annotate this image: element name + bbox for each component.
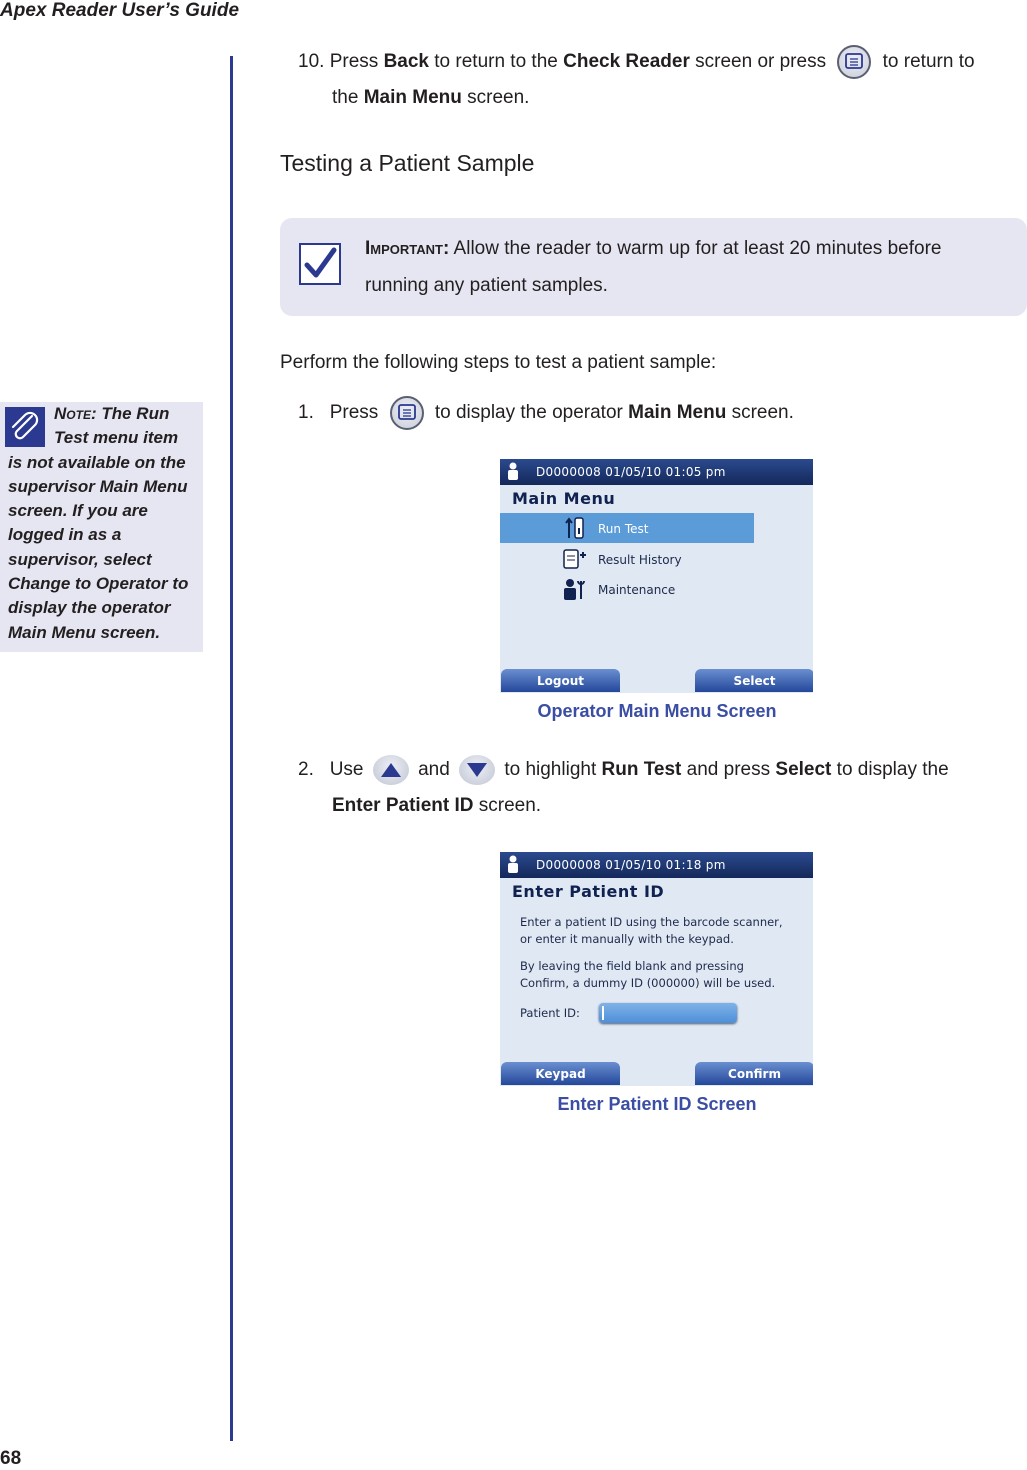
menu-item-maintenance: Maintenance [598,583,676,597]
screen-header: D0000008 01/05/10 01:18 pm [500,852,813,878]
back-ref: Back [383,51,429,72]
caption-main-menu: Operator Main Menu Screen [537,701,777,721]
step-number: 1. [298,402,314,423]
run-test-ref: Run Test [601,759,682,780]
step-1: 1. Press to display the operator Main Menu screen. [298,395,794,431]
note-box [0,402,203,652]
important-label: Important: [365,238,450,259]
down-arrow-icon [459,755,495,785]
screen-title: Main Menu [512,489,616,508]
result-history-icon [562,547,588,571]
menu-button-icon [390,396,424,430]
step-10: 10. Press Back to return to the Check Reader screen or press to return to the Main Menu screen. [298,44,1027,116]
guide-title: Apex Reader User’s Guide [0,0,240,21]
menu-button-icon [837,45,871,79]
menu-item-run-test: Run Test [598,522,649,536]
step-2: 2. Use and to highlight Run Test and press Select to display the Enter Patient ID screen. [298,752,1027,824]
instructions-2: By leaving the field blank and pressing Confirm, a dummy ID (000000) will be used. [520,959,776,990]
note-text: Note: The Run Test menu item is not available on the supervisor Main Menu screen. If you are logged in as a supervisor, select Change to Operator to display the operator Main Menu screen. [8,404,189,642]
page-number: 68 [0,1448,22,1469]
check-reader-ref: Check Reader [563,51,690,72]
patient-id-field [599,1003,737,1023]
patient-id-label: Patient ID: [520,1006,580,1020]
user-icon [506,462,520,480]
margin-rule [230,56,233,1441]
confirm-button: Confirm [695,1062,813,1085]
enter-patient-id-screenshot [500,852,813,1086]
run-test-icon [564,516,586,540]
main-menu-ref: Main Menu [628,402,727,423]
select-ref: Select [775,759,832,780]
checkmark-icon [299,243,341,285]
instructions-1: Enter a patient ID using the barcode scanner, or enter it manually with the keypad. [520,915,783,946]
caption-enter-patient-id: Enter Patient ID Screen [557,1094,757,1114]
user-icon [506,855,520,873]
screen-title: Enter Patient ID [512,882,665,901]
screen-header: D0000008 01/05/10 01:05 pm [500,459,813,485]
menu-item-result-history: Result History [598,553,682,567]
main-menu-screenshot [500,459,813,693]
section-title: Testing a Patient Sample [280,150,535,176]
enter-patient-id-ref: Enter Patient ID [332,795,474,816]
step-number: 2. [298,759,314,780]
select-button: Select [695,669,813,692]
logout-button: Logout [501,669,620,692]
keypad-button: Keypad [501,1062,620,1085]
up-arrow-icon [373,755,409,785]
step-number: 10. [298,51,325,72]
important-text: Important: Allow the reader to warm up for at least 20 minutes before running any patient samples. [365,238,942,296]
intro-text: Perform the following steps to test a patient sample: [280,352,717,373]
maintenance-icon [562,577,588,601]
main-menu-ref: Main Menu [363,87,462,108]
important-callout [280,218,1027,316]
